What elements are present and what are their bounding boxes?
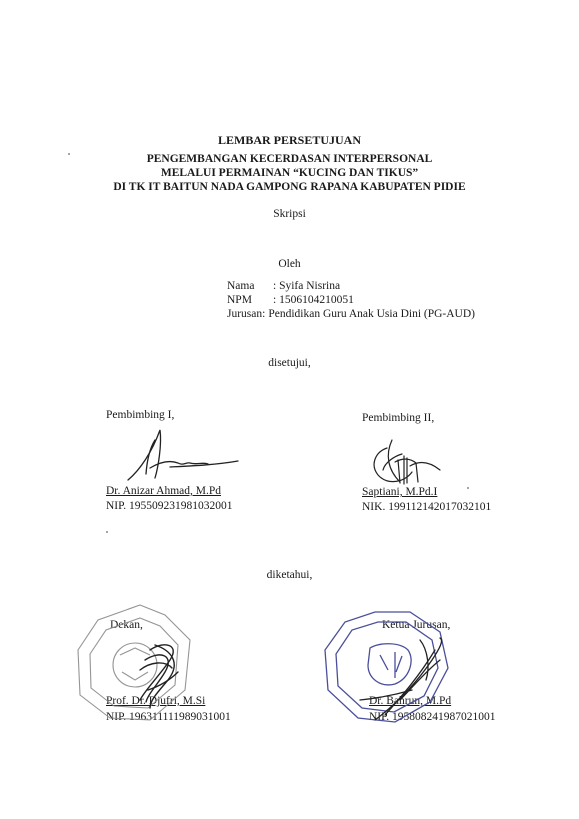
paper-speck bbox=[68, 153, 70, 155]
advisor1-id: NIP. 195509231981032001 bbox=[106, 500, 233, 512]
department-value: Pendidikan Guru Anak Usia Dini (PG-AUD) bbox=[268, 308, 476, 320]
head-stamp bbox=[325, 612, 451, 722]
dean-id: NIP. 196311111989031001 bbox=[106, 711, 231, 723]
npm-value: : 1506104210051 bbox=[273, 294, 354, 306]
thesis-title-line-3: DI TK IT BAITUN NADA GAMPONG RAPANA KABUPATEN PIDIE bbox=[113, 181, 466, 193]
name-label: Nama bbox=[227, 280, 255, 292]
advisor1-role: Pembimbing I, bbox=[106, 409, 175, 421]
sheet-title: LEMBAR PERSETUJUAN bbox=[217, 133, 361, 147]
head-id: NIP. 195808241987021001 bbox=[369, 711, 496, 723]
advisor2-signature bbox=[374, 440, 440, 484]
paper-speck bbox=[467, 487, 469, 489]
dean-stamp bbox=[78, 605, 190, 720]
advisor1-name: Dr. Anizar Ahmad, M.Pd bbox=[106, 485, 221, 497]
npm-label: NPM bbox=[227, 294, 252, 306]
known-label: diketahui, bbox=[266, 569, 313, 581]
dean-role: Dekan, bbox=[110, 619, 143, 631]
head-role: Ketua Jurusan, bbox=[382, 619, 451, 631]
thesis-title-line-1: PENGEMBANGAN KECERDASAN INTERPERSONAL bbox=[146, 153, 433, 165]
approved-label: disetujui, bbox=[268, 357, 311, 369]
thesis-title-line-2: MELALUI PERMAINAN “KUCING DAN TIKUS” bbox=[160, 167, 419, 179]
dean-name: Prof. Dr. Djufri, M.Si bbox=[106, 695, 206, 707]
document-type: Skripsi bbox=[273, 208, 306, 220]
by-label: Oleh bbox=[278, 258, 301, 270]
advisor2-id: NIK. 199112142017032101 bbox=[362, 501, 492, 513]
paper-speck bbox=[106, 531, 108, 533]
name-value: : Syifa Nisrina bbox=[273, 280, 341, 292]
head-name: Dr. Bahrun, M.Pd bbox=[369, 695, 452, 707]
advisor2-name: Saptiani, M.Pd.I bbox=[362, 486, 438, 498]
advisor2-role: Pembimbing II, bbox=[362, 412, 435, 424]
advisor1-signature bbox=[128, 430, 238, 480]
department-label: Jurusan: bbox=[227, 308, 266, 320]
